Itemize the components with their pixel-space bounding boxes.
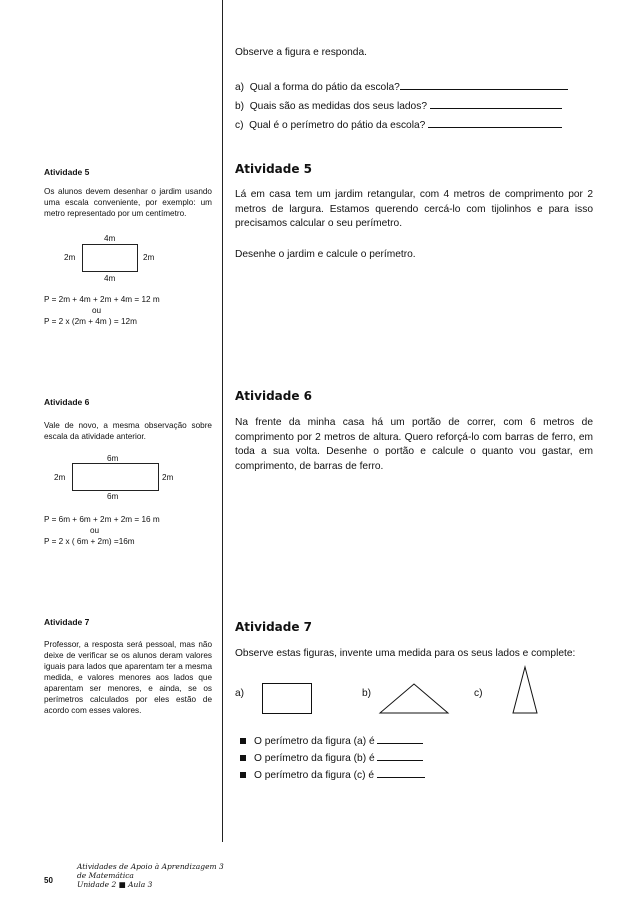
gate-rectangle [72, 463, 159, 491]
activity-5-text: Lá em casa tem um jardim retangular, com 4 metros de comprimento por 2 metros de largura. Estamos querendo cercá-lo com tijolinhos e para isso precisamos calcular o seu perímetro. [235, 189, 593, 229]
equation-or: ou [92, 306, 102, 315]
answer-blank[interactable] [430, 99, 562, 109]
rect-left-label: 2m [54, 473, 66, 482]
teacher-activity-5-text: Os alunos devem desenhar o jardim usando uma escala conveniente, por exemplo: um metro representado por um centímetro. [44, 187, 212, 218]
question-b [235, 99, 562, 112]
perimeter-c-text: O perímetro da figura (c) é [254, 770, 375, 781]
perimeter-b [254, 751, 423, 764]
teacher-activity-5-title: Atividade 5 [44, 167, 90, 177]
answer-blank[interactable] [377, 734, 423, 744]
footer-line-2: de Matemática [77, 871, 134, 880]
equation-or: ou [90, 526, 100, 535]
activity-7-title: Atividade 7 [235, 620, 313, 634]
figure-c-label: c) [474, 688, 483, 699]
equation-1: P = 6m + 6m + 2m + 2m = 16 m [44, 515, 160, 524]
figure-b-triangle [378, 682, 450, 715]
figure-b-label: b) [362, 688, 372, 699]
equation-2: P = 2 x ( 6m + 2m) =16m [44, 537, 135, 546]
equation-1: P = 2m + 4m + 2m + 4m = 12 m [44, 295, 160, 304]
answer-blank[interactable] [377, 751, 423, 761]
perimeter-c [254, 768, 425, 781]
activity-6-title: Atividade 6 [235, 389, 313, 403]
rect-top-label: 4m [104, 234, 116, 243]
perimeter-a [254, 734, 423, 747]
answer-blank[interactable] [377, 768, 425, 778]
question-text: Qual é o perímetro do pátio da escola? [249, 120, 426, 131]
teacher-activity-7-title: Atividade 7 [44, 617, 90, 627]
page-number: 50 [44, 876, 53, 885]
rect-left-label: 2m [64, 253, 76, 262]
perimeter-a-text: O perímetro da figura (a) é [254, 736, 375, 747]
activity-6-text: Na frente da minha casa há um portão de correr, com 6 metros de comprimento por 2 metros de altura. Quero reforçá-lo com barras de ferro, em toda a sua volta. Desenhe o portão e calcule o quanto vou gastar, em comprimento, de barras de ferro. [235, 417, 593, 472]
column-divider [222, 0, 223, 842]
rect-right-label: 2m [162, 473, 174, 482]
bullet-icon [240, 738, 246, 744]
answer-blank[interactable] [400, 80, 568, 90]
intro-text: Observe a figura e responda. [235, 47, 367, 58]
question-text: Qual a forma do pátio da escola? [249, 82, 400, 93]
activity-5-instruction: Desenhe o jardim e calcule o perímetro. [235, 249, 416, 260]
equation-2: P = 2 x (2m + 4m ) = 12m [44, 317, 137, 326]
question-c [235, 118, 562, 131]
rect-right-label: 2m [143, 253, 155, 262]
rect-top-label: 6m [107, 454, 119, 463]
teacher-activity-6-text: Vale de novo, a mesma observação sobre escala da atividade anterior. [44, 421, 212, 441]
answer-blank[interactable] [428, 118, 562, 128]
garden-rectangle [82, 244, 138, 272]
question-text: Quais são as medidas dos seus lados? [249, 101, 427, 112]
footer-line-1: Atividades de Apoio à Aprendizagem 3 [77, 862, 224, 871]
question-label: b) [235, 101, 245, 112]
question-label: c) [235, 120, 244, 131]
question-a [235, 80, 568, 93]
teacher-activity-6-title: Atividade 6 [44, 397, 90, 407]
teacher-activity-7-text: Professor, a resposta será pessoal, mas não deixe de verificar se os alunos deram valores iguais para lados que aparentam ter a mesma medida, e valores menores aos lados que aparentam ser menores, e ainda, se os perímetros calculados por eles estão de acordo com esses valores. [44, 640, 212, 715]
perimeter-b-text: O perímetro da figura (b) é [254, 753, 375, 764]
bullet-icon [240, 755, 246, 761]
figure-a-label: a) [235, 688, 245, 699]
footer-line-3: Unidade 2 ■ Aula 3 [77, 880, 153, 889]
bullet-icon [240, 772, 246, 778]
activity-5-title: Atividade 5 [235, 162, 313, 176]
rect-bottom-label: 6m [107, 492, 119, 501]
rect-bottom-label: 4m [104, 274, 116, 283]
question-label: a) [235, 82, 245, 93]
activity-7-text: Observe estas figuras, invente uma medida para os seus lados e complete: [235, 648, 576, 659]
figure-a-rectangle [262, 683, 312, 714]
figure-c-triangle [511, 665, 539, 715]
